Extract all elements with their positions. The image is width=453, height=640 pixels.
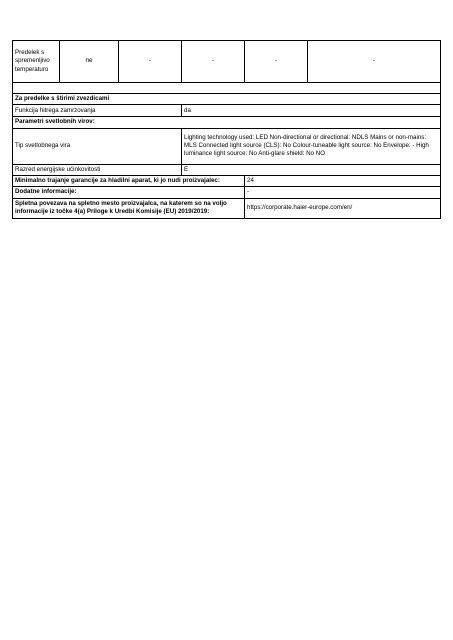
light-heading-row [13,117,441,128]
light-parameters-heading: Parametri svetlobnih virov: [13,117,441,128]
four-star-heading-row [13,94,441,105]
energy-class-value: E [182,164,441,175]
additional-info-value: - [245,187,441,198]
additional-info-row [13,187,441,198]
light-type-value: Lighting technology used: LED Non-directional or directional: NDLS Mains or non-mains: MLS Connected light source (CLS): No Colour-tuneable light source: No Envelope: - High luminance light source: No Anti-glare shield: No NO [182,128,441,164]
additional-info-label: Dodatne informacije: [13,187,245,198]
variable-temp-label: Predelek s spremenljivo temperaturo [13,41,60,83]
warranty-label: Minimalno trajanje garancije za hladilni aparat, ki jo nudi proizvajalec: [13,176,245,187]
website-label: Spletna povezava na spletno mesto proizvajalca, na katerem so na voljo informacije iz točke 4(a) Priloge k Uredbi Komisije (EU) 2019/2019: [13,198,245,218]
variable-temp-value-5: - [308,41,441,83]
four-star-heading: Za predelke s štirimi zvezdicami [13,94,441,105]
variable-temp-row [13,41,441,83]
variable-temp-value-1: ne [60,41,119,83]
fast-freeze-row [13,105,441,117]
product-info-table [12,40,441,219]
warranty-value: 24 [245,176,441,187]
fast-freeze-value: da [182,105,441,117]
variable-temp-value-2: - [119,41,182,83]
website-link[interactable]: https://corporate.haier-europe.com/en/ [245,198,441,218]
energy-class-row [13,164,441,175]
fast-freeze-label: Funkcija hitrega zamrzovanja [13,105,182,117]
variable-temp-value-3: - [182,41,245,83]
website-row [13,198,441,218]
variable-temp-value-4: - [245,41,308,83]
energy-class-label: Razred energijske učinkovitosti [13,164,182,175]
light-type-row [13,128,441,164]
light-type-label: Tip svetlobnega vira [13,128,182,164]
warranty-row [13,176,441,187]
